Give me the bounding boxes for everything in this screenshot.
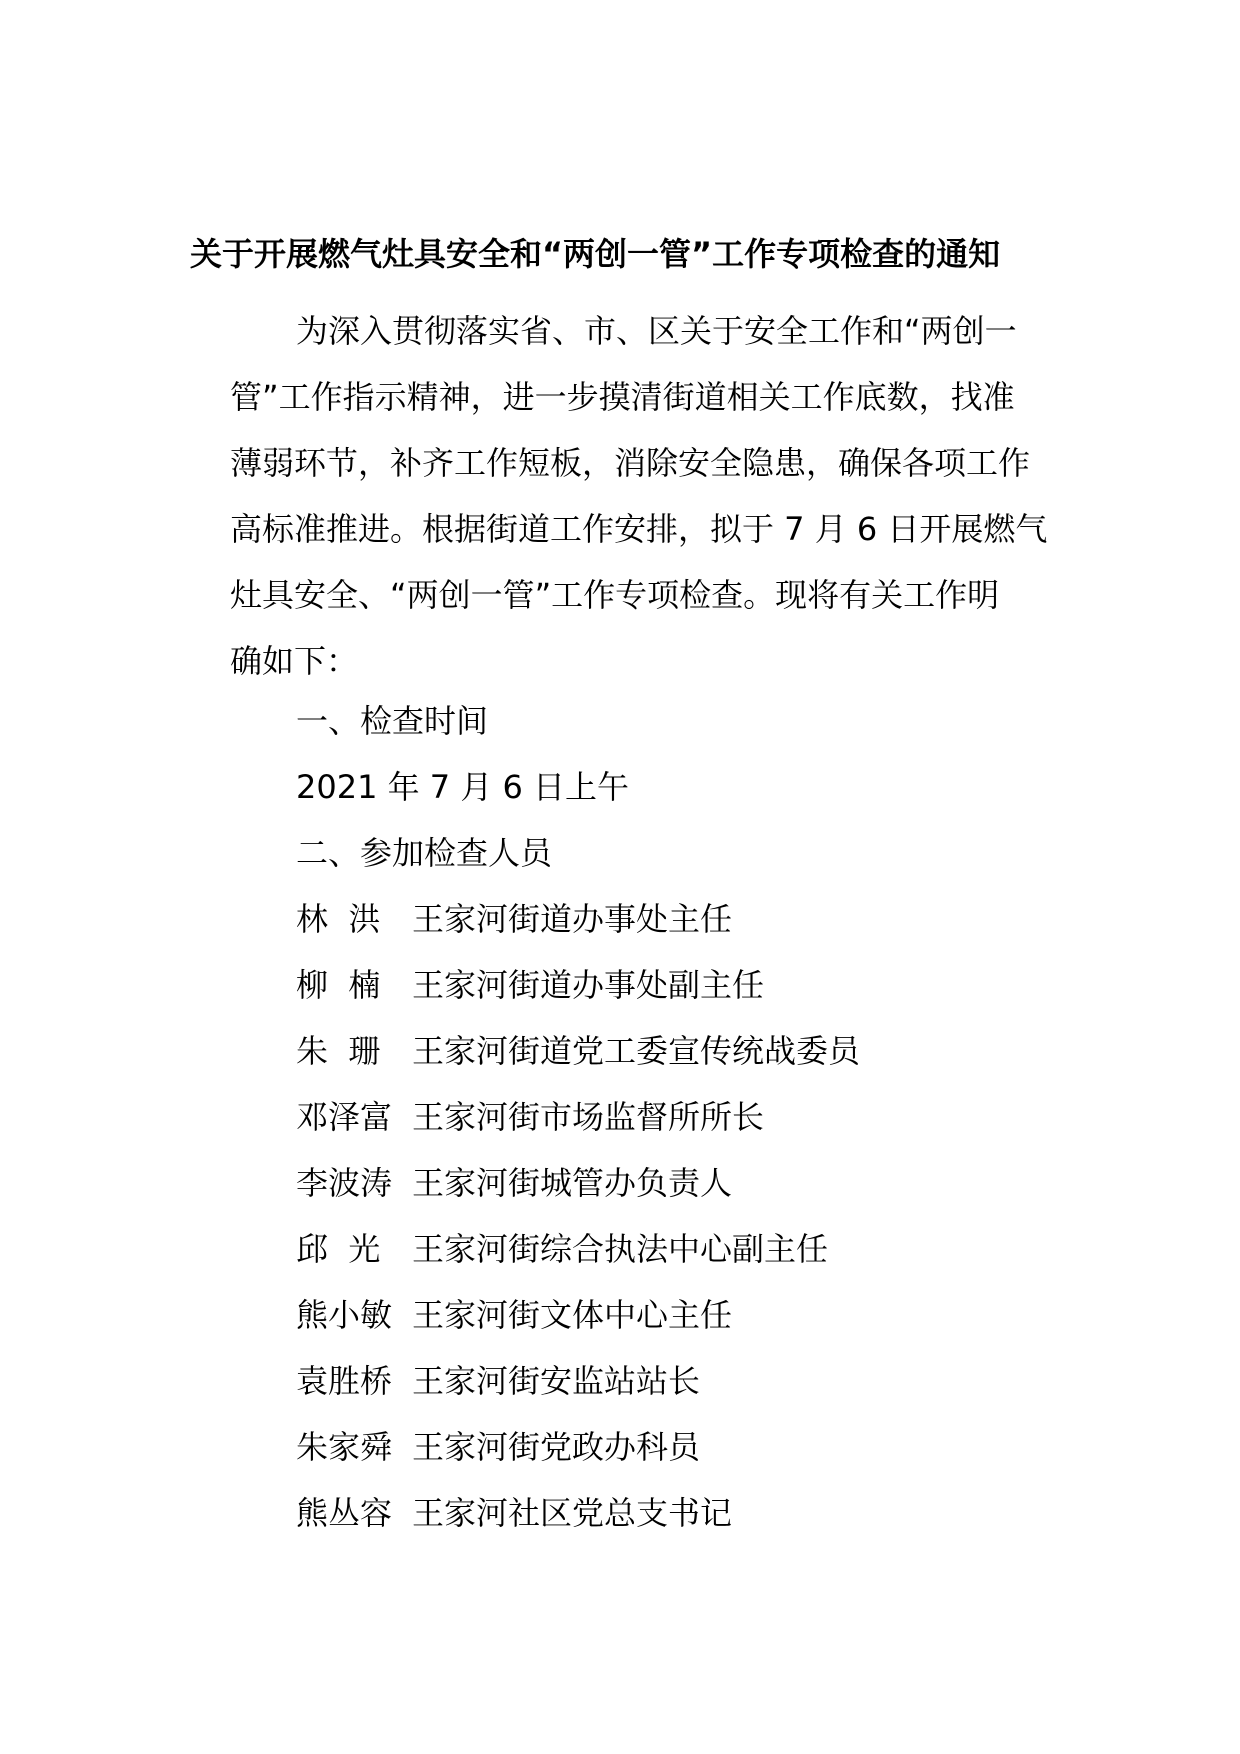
member-name: 邱 光 [296,1230,381,1268]
member-row [296,1480,1096,1546]
member-name: 袁胜桥 [296,1362,393,1400]
section-heading-time: 一、检查时间 [296,702,489,740]
member-row [296,1216,1096,1282]
member-role: 王家河街文体中心主任 [412,1296,733,1334]
document-title: 关于开展燃气灶具安全和“两创一管”工作专项检查的通知 [190,235,1001,273]
member-role: 王家河街党政办科员 [412,1428,701,1466]
member-row [296,1348,1096,1414]
member-row [296,1084,1096,1150]
member-name: 熊丛容 [296,1494,393,1532]
member-row [296,1414,1096,1480]
member-name: 朱家舜 [296,1428,393,1466]
member-name: 邓泽富 [296,1098,393,1136]
member-row [296,1282,1096,1348]
inspection-time: 2021 年 7 月 6 日上午 [296,768,630,806]
intro-line: 灶具安全、“两创一管”工作专项检查。现将有关工作明 [230,576,1000,614]
member-role: 王家河街安监站站长 [412,1362,701,1400]
intro-line: 高标准推进。根据街道工作安排，拟于 7 月 6 日开展燃气 [230,510,1048,548]
member-row [296,1150,1096,1216]
member-role: 王家河街道党工委宣传统战委员 [412,1032,861,1070]
member-role: 王家河街道办事处主任 [412,900,733,938]
member-role: 王家河街市场监督所所长 [412,1098,765,1136]
member-name: 林 洪 [296,900,381,938]
section-heading-members: 二、参加检查人员 [296,834,553,872]
member-name: 柳 楠 [296,966,381,1004]
member-row [296,952,1096,1018]
member-row [296,886,1096,952]
member-row [296,1018,1096,1084]
member-name: 李波涛 [296,1164,393,1202]
member-role: 王家河社区党总支书记 [412,1494,733,1532]
intro-line: 管”工作指示精神，进一步摸清街道相关工作底数，找准 [230,378,1015,416]
member-role: 王家河街综合执法中心副主任 [412,1230,829,1268]
member-name: 熊小敏 [296,1296,393,1334]
member-name: 朱 珊 [296,1032,381,1070]
member-role: 王家河街城管办负责人 [412,1164,733,1202]
sections [296,688,1096,1546]
intro-line: 薄弱环节，补齐工作短板，消除安全隐患，确保各项工作 [230,444,1031,482]
intro-paragraph [230,298,1090,694]
intro-line: 为深入贯彻落实省、市、区关于安全工作和“两创一 [296,312,1017,350]
intro-line: 确如下： [230,642,359,680]
member-role: 王家河街道办事处副主任 [412,966,765,1004]
